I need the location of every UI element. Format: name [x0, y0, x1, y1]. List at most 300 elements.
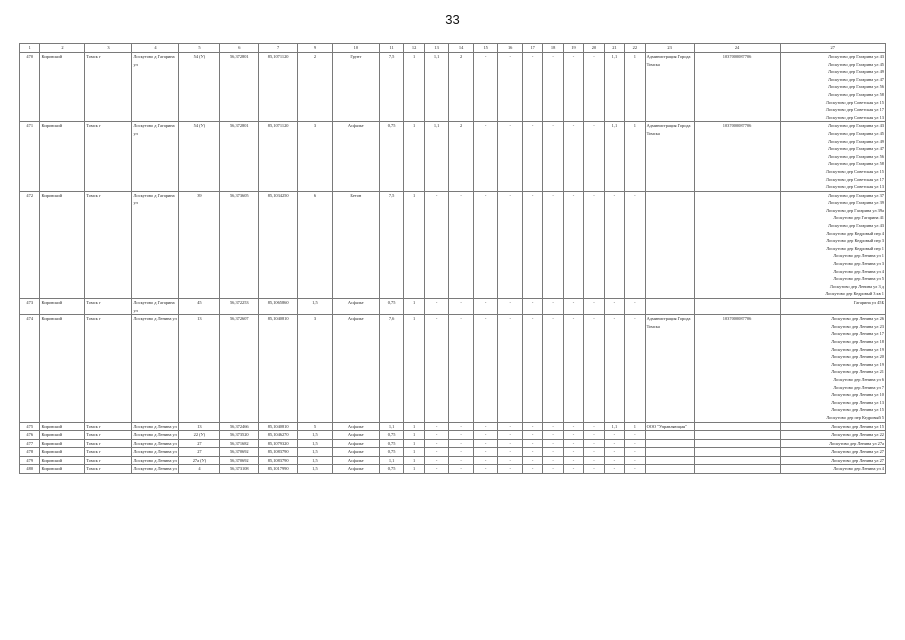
table-cell: - — [473, 448, 498, 457]
table-cell: - — [563, 465, 583, 474]
table-cell: 2 — [449, 53, 474, 122]
table-row — [20, 122, 886, 191]
table-cell: 56,370692 — [220, 456, 259, 465]
column-number: 21 — [604, 44, 624, 53]
table-cell: 1 — [625, 122, 645, 191]
column-number: 7 — [259, 44, 298, 53]
table-cell: - — [424, 431, 449, 440]
table-cell: - — [584, 439, 604, 448]
table-cell: - — [473, 191, 498, 298]
table-cell: - — [543, 465, 563, 474]
table-cell: 1,5 — [298, 299, 333, 315]
table-cell: Кировский — [40, 299, 85, 315]
table-cell — [694, 431, 780, 440]
table-cell: Томск г — [85, 422, 132, 431]
table-cell: 1,5 — [298, 448, 333, 457]
table-cell: - — [522, 422, 542, 431]
table-cell — [645, 431, 694, 440]
table-cell — [645, 191, 694, 298]
table-cell: - — [424, 299, 449, 315]
table-cell: - — [563, 299, 583, 315]
table-cell: - — [625, 465, 645, 474]
table-cell: - — [563, 448, 583, 457]
table-row — [20, 53, 886, 122]
table-body — [20, 53, 886, 474]
table-row — [20, 465, 886, 474]
column-number-row — [20, 44, 886, 53]
table-cell: 2 — [449, 122, 474, 191]
table-cell: - — [584, 122, 604, 191]
address-list — [780, 53, 886, 122]
table-cell: - — [625, 456, 645, 465]
table-cell: 1 — [625, 422, 645, 431]
table-row — [20, 448, 886, 457]
address-line: Лоскутово дер Кедровый пер 1 — [826, 245, 884, 251]
table-cell: 479 — [20, 456, 40, 465]
table-cell: - — [625, 431, 645, 440]
table-cell: 471 — [20, 122, 40, 191]
table-cell: 85,1065860 — [259, 299, 298, 315]
table-cell: 6 — [298, 191, 333, 298]
table-cell: - — [543, 439, 563, 448]
table-cell: 1037000087706 — [694, 53, 780, 122]
address-line: Лоскутово дер Гагарина ул 39а — [826, 207, 884, 213]
table-cell: 1 — [404, 431, 424, 440]
table-cell: Томск г — [85, 431, 132, 440]
table-cell — [694, 456, 780, 465]
table-cell: Кировский — [40, 315, 85, 422]
address-line: Лоскутово дер Ленина ул 18 — [831, 338, 884, 344]
table-cell: - — [563, 431, 583, 440]
column-number: 15 — [473, 44, 498, 53]
table-cell: 1,5 — [298, 431, 333, 440]
column-number: 16 — [498, 44, 523, 53]
address-line: Лоскутово дер Ленина ул 13 — [831, 399, 884, 405]
table-cell: 476 — [20, 431, 40, 440]
table-cell: - — [449, 456, 474, 465]
table-cell: - — [473, 122, 498, 191]
table-cell: - — [625, 191, 645, 298]
table-cell: 4 — [179, 465, 220, 474]
table-row — [20, 299, 886, 315]
table-cell: 85,1046270 — [259, 431, 298, 440]
table-cell: 27 — [179, 448, 220, 457]
page-number: 33 — [445, 12, 460, 27]
table-cell: 1,1 — [424, 53, 449, 122]
table-cell: - — [604, 448, 624, 457]
table-cell: - — [625, 299, 645, 315]
column-number: 23 — [645, 44, 694, 53]
column-number: 2 — [40, 44, 85, 53]
table-cell: Кировский — [40, 53, 85, 122]
table-cell: - — [563, 122, 583, 191]
table-cell: - — [625, 448, 645, 457]
table-cell: 7,5 — [379, 191, 404, 298]
table-cell: Асфальт — [332, 439, 379, 448]
table-cell: 54 (У) — [179, 53, 220, 122]
address-line: Лоскутово дер Ленина ул 1 — [833, 253, 884, 259]
address-line: Лоскутово дер Гагарина ул 45 — [827, 130, 884, 136]
address-list — [780, 122, 886, 191]
address-line: Лоскутово дер Ленина ул 27 — [831, 457, 884, 463]
address-line: Лоскутово дер Ленина ул 23 — [831, 323, 884, 329]
table-cell: 3 — [298, 315, 333, 422]
address-line: Лоскутово дер Советская ул 13 — [825, 114, 884, 120]
table-cell: Бетон — [332, 191, 379, 298]
table-cell: 1 — [625, 53, 645, 122]
table-cell: - — [584, 448, 604, 457]
address-line: Лоскутово дер Ленина ул 10 — [831, 392, 884, 398]
table-cell: 1 — [404, 465, 424, 474]
table-cell: 56,372607 — [220, 315, 259, 422]
table-cell: - — [522, 465, 542, 474]
table-cell: 1,1 — [604, 422, 624, 431]
table-cell: 3 — [298, 122, 333, 191]
table-cell — [645, 456, 694, 465]
table-cell: Томск г — [85, 456, 132, 465]
column-number: 6 — [220, 44, 259, 53]
table-cell: - — [498, 448, 523, 457]
address-line: Лоскутово дер Гагарина ул 39 — [827, 200, 884, 206]
table-cell: Томск г — [85, 191, 132, 298]
table-cell — [645, 465, 694, 474]
table-cell: Лоскутово д Гагарина ул — [132, 53, 179, 122]
address-line: Лоскутово дер Ленина ул 26 — [831, 316, 884, 322]
address-line: Лоскутово дер Ленина ул 22 — [831, 432, 884, 438]
table-cell: - — [543, 299, 563, 315]
address-line: Лоскутово дер Гагарина ул 43 — [827, 54, 884, 59]
address-list — [780, 465, 886, 474]
table-cell: 85,1040810 — [259, 422, 298, 431]
table-cell: - — [498, 456, 523, 465]
table-cell: - — [522, 53, 542, 122]
table-cell: ООО "Управляющая" — [645, 422, 694, 431]
table-cell: 13 — [179, 315, 220, 422]
table-cell: 56,372466 — [220, 422, 259, 431]
table-cell: - — [473, 53, 498, 122]
table-cell: Лоскутово д Ленина ул — [132, 422, 179, 431]
table-cell: - — [522, 448, 542, 457]
column-number: 22 — [625, 44, 645, 53]
table-cell: 56,372801 — [220, 122, 259, 191]
table-cell: Асфальт — [332, 431, 379, 440]
table-cell: Лоскутово д Ленина ул — [132, 431, 179, 440]
table-cell: 1,1 — [604, 122, 624, 191]
address-line: Лоскутово дер Гагарина ул 58 — [827, 91, 884, 97]
table-cell: - — [498, 299, 523, 315]
table-cell: - — [563, 53, 583, 122]
table-cell: - — [584, 191, 604, 298]
table-cell: 1037000087706 — [694, 315, 780, 422]
table-cell: 473 — [20, 299, 40, 315]
column-number: 20 — [584, 44, 604, 53]
address-line: Лоскутово дер Советская ул 15 — [825, 168, 884, 174]
table-cell: - — [473, 315, 498, 422]
table-cell: Асфальт — [332, 448, 379, 457]
table-cell: 85,1071120 — [259, 122, 298, 191]
register-table — [19, 43, 886, 474]
table-cell: 56,371682 — [220, 439, 259, 448]
table-row — [20, 315, 886, 422]
column-number: 9 — [298, 44, 333, 53]
column-number: 19 — [563, 44, 583, 53]
address-line: Лоскутово дер Ленина ул 21 — [831, 369, 884, 375]
table-cell — [645, 439, 694, 448]
table-cell: 0,75 — [379, 431, 404, 440]
table-cell — [694, 439, 780, 448]
column-number: 3 — [85, 44, 132, 53]
table-cell: 478 — [20, 448, 40, 457]
table-cell: - — [625, 439, 645, 448]
address-line: Лоскутово дер Ленина ул 5 — [833, 276, 884, 282]
table-cell: - — [473, 422, 498, 431]
table-cell: - — [473, 431, 498, 440]
table-cell: Кировский — [40, 465, 85, 474]
table-cell: 13 — [179, 422, 220, 431]
address-line: Лоскутово дер Гагарина ул 49 — [827, 138, 884, 144]
table-cell: - — [522, 439, 542, 448]
table-cell: - — [584, 431, 604, 440]
table-cell: 7,5 — [379, 53, 404, 122]
table-cell: - — [522, 299, 542, 315]
address-line: Лоскутово дер Ленина ул 17 — [831, 331, 884, 337]
table-cell: - — [584, 465, 604, 474]
address-line: Лоскутово дер Ленина ул 19 — [831, 346, 884, 352]
table-cell: - — [604, 299, 624, 315]
address-line: Лоскутово дер Ленина ул 4 — [833, 268, 884, 274]
table-cell: - — [584, 299, 604, 315]
address-line: Лоскутово дер Советская ул 17 — [825, 176, 884, 182]
table-cell: - — [424, 448, 449, 457]
address-line: Лоскутово дер Гагарина ул 56 — [827, 84, 884, 90]
table-cell — [694, 465, 780, 474]
column-number: 18 — [543, 44, 563, 53]
address-line: Лоскутово дер Ленина ул 15 — [831, 423, 884, 429]
address-list — [780, 299, 886, 315]
table-cell: 56,370692 — [220, 448, 259, 457]
table-cell: Асфальт — [332, 122, 379, 191]
table-cell: Кировский — [40, 122, 85, 191]
table-cell: - — [625, 315, 645, 422]
table-cell: 0,75 — [379, 465, 404, 474]
address-line: Лоскутово дер Ленина ул 6 — [833, 376, 884, 382]
table-cell: 27 — [179, 439, 220, 448]
table-cell: 22 (У) — [179, 431, 220, 440]
table-cell: - — [449, 448, 474, 457]
column-number: 27 — [780, 44, 886, 53]
table-cell: 480 — [20, 465, 40, 474]
table-cell: 1 — [404, 448, 424, 457]
table-cell: - — [543, 122, 563, 191]
table-cell: Лоскутово д Гагарина ул — [132, 299, 179, 315]
table-cell: - — [604, 191, 624, 298]
table-cell: - — [604, 439, 624, 448]
table-cell: 45 — [179, 299, 220, 315]
table-cell: Кировский — [40, 191, 85, 298]
table-cell: - — [449, 422, 474, 431]
table-cell: Администрация Города Томска — [645, 122, 694, 191]
table-cell: - — [543, 422, 563, 431]
table-cell: Томск г — [85, 299, 132, 315]
table-cell: 0,75 — [379, 439, 404, 448]
table-cell: Кировский — [40, 456, 85, 465]
table-cell: - — [498, 431, 523, 440]
address-line: Лоскутово дер Ленина ул 20 — [831, 354, 884, 360]
table-cell: - — [543, 456, 563, 465]
table-cell: Грунт — [332, 53, 379, 122]
table-cell: - — [424, 422, 449, 431]
table-cell: 1 — [404, 299, 424, 315]
table-cell: 85,1079320 — [259, 439, 298, 448]
table-cell: - — [424, 465, 449, 474]
table-cell: - — [424, 439, 449, 448]
table-cell: 1,1 — [424, 122, 449, 191]
table-cell: 39 — [179, 191, 220, 298]
address-line: Лоскутово дер Кедровый пер 3 — [826, 238, 884, 244]
table-cell: - — [584, 456, 604, 465]
table-cell: Лоскутово д Гагарина ул — [132, 122, 179, 191]
address-list — [780, 439, 886, 448]
table-cell: 85,1040810 — [259, 315, 298, 422]
table-cell: - — [543, 191, 563, 298]
table-cell: 85,1083790 — [259, 448, 298, 457]
column-number: 17 — [522, 44, 542, 53]
table-cell: 1 — [404, 422, 424, 431]
table-cell: - — [449, 431, 474, 440]
address-line: Лоскутово дер Гагарина ул 37 — [827, 192, 884, 198]
table-cell: Томск г — [85, 439, 132, 448]
address-line: Лоскутово дер Советская ул 13 — [825, 184, 884, 190]
table-cell: - — [604, 465, 624, 474]
address-list — [780, 456, 886, 465]
table-cell: 5 — [298, 422, 333, 431]
table-cell: 85,1071120 — [259, 53, 298, 122]
address-line: Лоскутово дер Ленина ул 15 — [831, 407, 884, 413]
address-line: Лоскутово дер пер Кедровый 5 — [826, 414, 884, 420]
table-cell: Лоскутово д Ленина ул — [132, 315, 179, 422]
table-cell: - — [473, 439, 498, 448]
table-row — [20, 439, 886, 448]
table-cell: 1 — [404, 122, 424, 191]
table-cell: - — [522, 456, 542, 465]
table-cell: Асфальт — [332, 465, 379, 474]
table-cell: Асфальт — [332, 456, 379, 465]
table-cell: - — [604, 315, 624, 422]
table-cell: - — [522, 122, 542, 191]
column-number: 4 — [132, 44, 179, 53]
table-cell: 1,5 — [298, 456, 333, 465]
table-cell: - — [543, 448, 563, 457]
table-cell: - — [424, 191, 449, 298]
table-cell: 1,1 — [604, 53, 624, 122]
table-cell — [694, 422, 780, 431]
table-cell: 0,75 — [379, 122, 404, 191]
address-line: Лоскутово дер Гагарина ул 47 — [827, 146, 884, 152]
table-cell: 470 — [20, 53, 40, 122]
address-line: Лоскутово дер Ленина ул 7 — [833, 384, 884, 390]
table-row — [20, 422, 886, 431]
table-cell: 1,5 — [298, 439, 333, 448]
table-cell: 477 — [20, 439, 40, 448]
table-cell: - — [449, 191, 474, 298]
table-cell: Лоскутово д Ленина ул — [132, 448, 179, 457]
table-cell: 0,75 — [379, 448, 404, 457]
table-cell: - — [473, 299, 498, 315]
table-cell: - — [473, 465, 498, 474]
column-number: 10 — [332, 44, 379, 53]
table-cell — [694, 299, 780, 315]
address-line: Лоскутово дер Гагарина ул 49 — [827, 69, 884, 75]
table-row — [20, 191, 886, 298]
table-cell: - — [584, 53, 604, 122]
table-cell: - — [449, 465, 474, 474]
table-cell: - — [563, 315, 583, 422]
table-cell: - — [498, 122, 523, 191]
address-line: Лоскутово дер Гагарина ул 45 — [827, 61, 884, 67]
table-cell: 0,75 — [379, 299, 404, 315]
table-cell: Томск г — [85, 315, 132, 422]
table-cell: - — [473, 456, 498, 465]
table-cell: Асфальт — [332, 315, 379, 422]
table-cell: 7,6 — [379, 315, 404, 422]
table-cell: 56,373520 — [220, 431, 259, 440]
table-cell: 85,1017990 — [259, 465, 298, 474]
table-cell: Лоскутово д Ленина ул — [132, 465, 179, 474]
table-row — [20, 431, 886, 440]
address-line: Лоскутово дер Гагарина ул 58 — [827, 161, 884, 167]
table-cell: 1 — [404, 53, 424, 122]
address-line: Лоскутово дер Ленина ул 4 — [833, 466, 884, 472]
table-cell: Томск г — [85, 53, 132, 122]
address-line: Лоскутово дер Ленина ул 27а — [829, 440, 884, 446]
table-cell: Томск г — [85, 448, 132, 457]
table-cell: - — [584, 422, 604, 431]
table-cell: 56,373108 — [220, 465, 259, 474]
column-number: 1 — [20, 44, 40, 53]
column-number: 11 — [379, 44, 404, 53]
table-cell: 1 — [404, 439, 424, 448]
table-cell: - — [449, 315, 474, 422]
table-cell: - — [563, 439, 583, 448]
table-cell: Лоскутово д Ленина ул — [132, 456, 179, 465]
table-cell: - — [604, 431, 624, 440]
table-cell: - — [522, 315, 542, 422]
address-list — [780, 431, 886, 440]
table-cell: 1 — [404, 315, 424, 422]
table-cell: Лоскутово д Гагарина ул — [132, 191, 179, 298]
table-cell: 1 — [404, 456, 424, 465]
address-line: Лоскутово дер Кедровый пер 4 — [826, 230, 884, 236]
table-cell: - — [498, 315, 523, 422]
table-cell: - — [563, 422, 583, 431]
address-list — [780, 448, 886, 457]
table-cell: - — [543, 431, 563, 440]
table-cell: Томск г — [85, 122, 132, 191]
table-cell: - — [424, 456, 449, 465]
table-cell: Лоскутово д Ленина ул — [132, 439, 179, 448]
table-cell: 475 — [20, 422, 40, 431]
table-cell: Администрация Города Томска — [645, 315, 694, 422]
table-cell: 1,1 — [379, 456, 404, 465]
table-cell: 56,373605 — [220, 191, 259, 298]
column-number: 24 — [694, 44, 780, 53]
table-cell: - — [498, 53, 523, 122]
table-cell: - — [498, 422, 523, 431]
table-cell: 472 — [20, 191, 40, 298]
address-line: Лоскутово дер Ленина ул 3 — [833, 261, 884, 267]
table-cell: Асфальт — [332, 299, 379, 315]
address-list — [780, 315, 886, 422]
